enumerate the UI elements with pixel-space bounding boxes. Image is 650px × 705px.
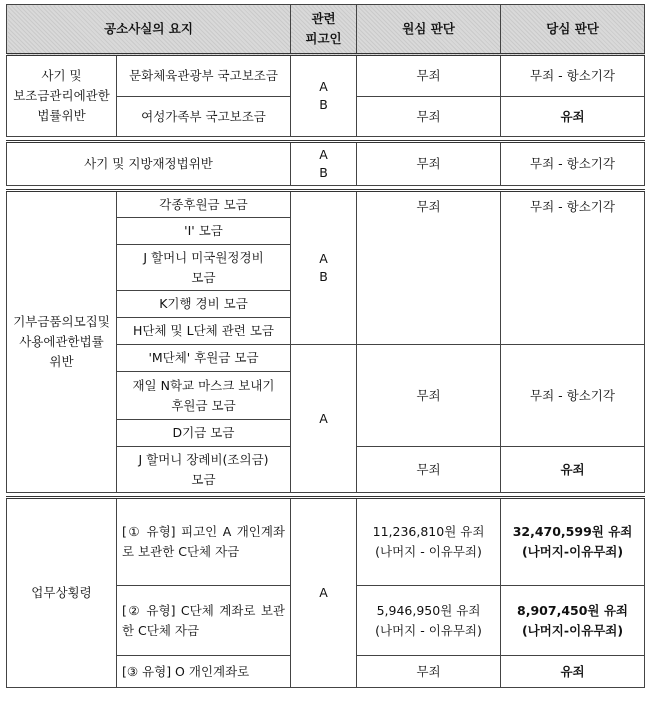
table-row — [7, 191, 645, 218]
section1-label: 사기 및 보조금관리에관한 법률위반 — [7, 55, 117, 137]
section4-item-1: [① 유형] 피고인 A 개인계좌로 보관한 C단체 자금 — [117, 498, 291, 586]
section4-item-2: [② 유형] C단체 계좌로 보관한 C단체 자금 — [117, 586, 291, 656]
table-row — [7, 498, 645, 586]
table-row — [7, 142, 645, 186]
section1-court-2: 유죄 — [501, 97, 645, 137]
section3-groupB-defendants: A — [291, 345, 357, 493]
section3-groupA-defendants: A B — [291, 191, 357, 345]
section3-groupB-first-a: 무죄 — [357, 345, 501, 447]
section3-groupA-court: 무죄 - 항소기각 — [501, 191, 645, 345]
header-row — [7, 5, 645, 55]
section3-groupA-first: 무죄 — [357, 191, 501, 345]
section1-defendants: A B — [291, 55, 357, 137]
section1-court-1: 무죄 - 항소기각 — [501, 55, 645, 97]
section4-court-3: 유죄 — [501, 656, 645, 688]
section1-first-2: 무죄 — [357, 97, 501, 137]
section3-item: H단체 및 L단체 관련 모금 — [117, 318, 291, 345]
section3-item: J 할머니 미국원정경비 모금 — [117, 245, 291, 291]
section3-item: 재일 N학교 마스크 보내기 후원금 모금 — [117, 372, 291, 420]
header-defendant: 관련 피고인 — [291, 5, 357, 55]
section4-court-1: 32,470,599원 유죄 (나머지-이유무죄) — [501, 498, 645, 586]
section4-item-3: [③ 유형] O 개인계좌로 — [117, 656, 291, 688]
header-facts: 공소사실의 요지 — [7, 5, 291, 55]
section4-first-3: 무죄 — [357, 656, 501, 688]
table-row — [7, 55, 645, 97]
section3-item: 'M단체' 후원금 모금 — [117, 345, 291, 372]
section2-label: 사기 및 지방재정법위반 — [7, 142, 291, 186]
section1-item-1: 문화체육관광부 국고보조금 — [117, 55, 291, 97]
header-first-trial: 원심 판단 — [357, 5, 501, 55]
section4-defendants: A — [291, 498, 357, 688]
section3-item: K기행 경비 모금 — [117, 291, 291, 318]
section4-court-2: 8,907,450원 유죄 (나머지-이유무죄) — [501, 586, 645, 656]
header-this-court: 당심 판단 — [501, 5, 645, 55]
section4-first-1: 11,236,810원 유죄 (나머지 - 이유무죄) — [357, 498, 501, 586]
section3-item: 각종후원금 모금 — [117, 191, 291, 218]
section2-court: 무죄 - 항소기각 — [501, 142, 645, 186]
section3-label: 기부금품의모집및 사용에관한법률 위반 — [7, 191, 117, 493]
section2-defendants: A B — [291, 142, 357, 186]
section3-groupB-first-b: 무죄 — [357, 447, 501, 493]
section3-groupB-court-b: 유죄 — [501, 447, 645, 493]
section3-item: J 할머니 장례비(조의금) 모금 — [117, 447, 291, 493]
section3-item: D기금 모금 — [117, 420, 291, 447]
section3-item: 'I' 모금 — [117, 218, 291, 245]
section4-label: 업무상횡령 — [7, 498, 117, 688]
section1-first-1: 무죄 — [357, 55, 501, 97]
section1-item-2: 여성가족부 국고보조금 — [117, 97, 291, 137]
section2-first: 무죄 — [357, 142, 501, 186]
section4-first-2: 5,946,950원 유죄 (나머지 - 이유무죄) — [357, 586, 501, 656]
section3-groupB-court-a: 무죄 - 항소기각 — [501, 345, 645, 447]
verdict-table — [6, 4, 645, 688]
